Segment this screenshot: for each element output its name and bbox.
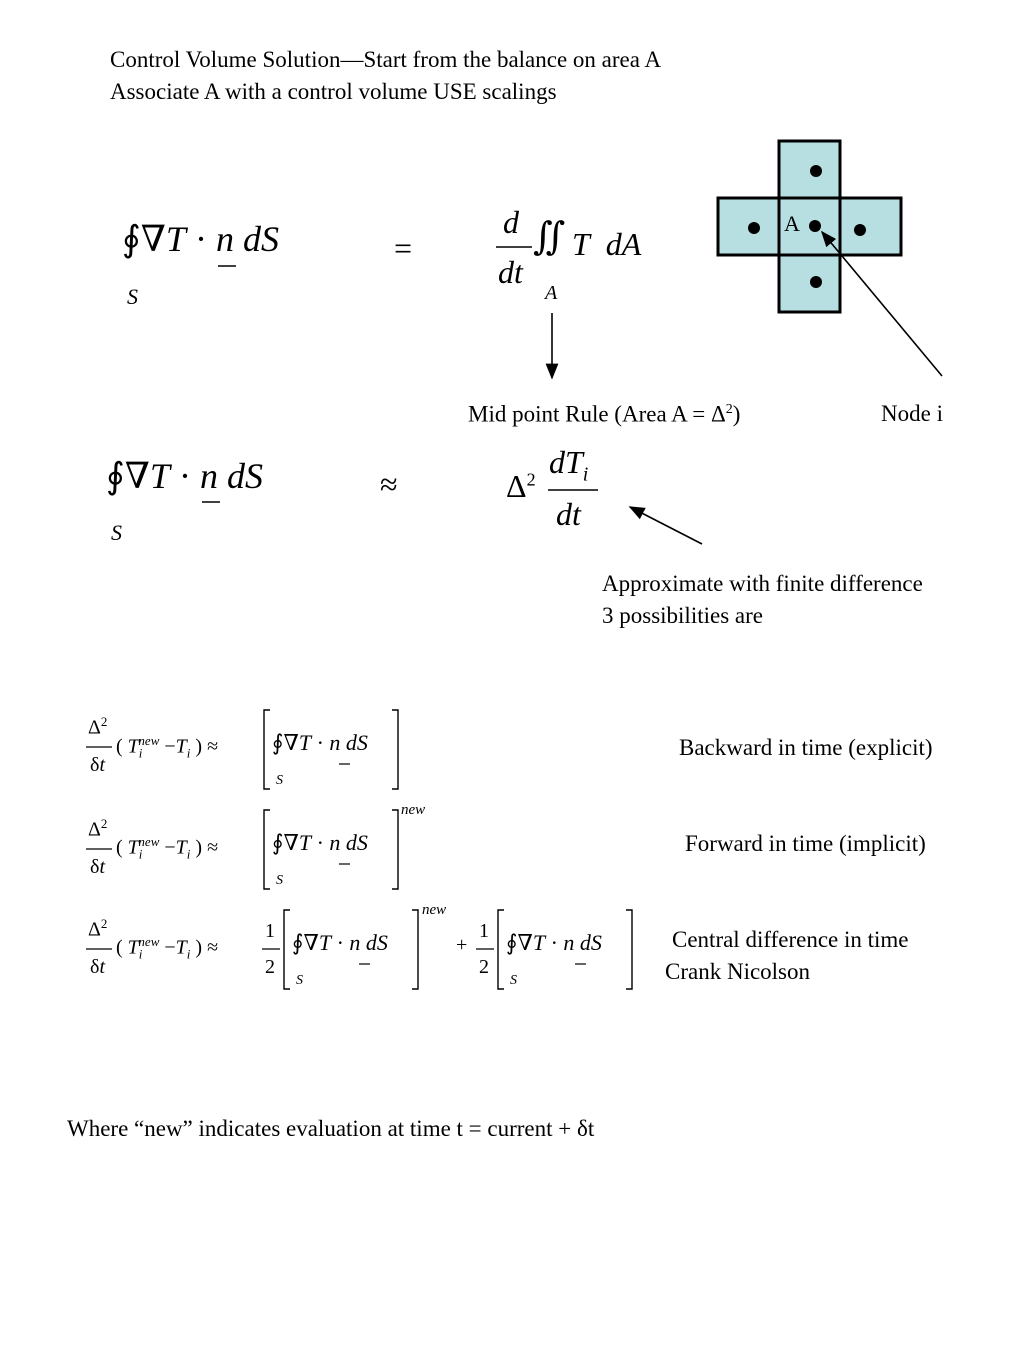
node-label: Node i [881, 401, 943, 426]
eq2-dTi: $dT_i$ [549, 444, 589, 486]
scheme-cn-label-2: Crank Nicolson [665, 959, 811, 984]
eq2-dt: dt [556, 496, 581, 532]
intro-line-2: Associate A with a control volume USE scalings [110, 79, 557, 104]
bracket-left [264, 710, 270, 789]
eq1-rhs-sub: A [545, 282, 558, 304]
approx-note-line-1: Approximate with finite difference [602, 571, 923, 596]
scheme-cn-sup: new [422, 902, 447, 918]
eq2-lhs: ∮∇T · n dS [106, 456, 263, 496]
grid-cell-right [840, 198, 901, 255]
eq1-double-integral: ∬ [533, 216, 566, 258]
eq1-dt: dt [498, 254, 523, 290]
eq1-lhs-sub: S [127, 284, 138, 309]
scheme-backward-label: Backward in time (explicit) [679, 735, 933, 760]
intro-line-1: Control Volume Solution—Start from the balance on area A [110, 47, 662, 72]
eq2-lhs-sub: S [111, 520, 122, 545]
eq1-lhs: ∮∇T · n dS [122, 219, 279, 259]
midpoint-label: Mid point Rule (Area $A = \Delta^2$) [468, 401, 741, 427]
node-top-dot [810, 165, 822, 177]
eq1-d: d [503, 204, 519, 240]
bracket-right [392, 710, 398, 789]
scheme-forward-label: Forward in time (implicit) [685, 831, 926, 856]
eq1-integrand: T dA [572, 226, 642, 262]
eq2-relation: ≈ [380, 466, 398, 502]
approx-note-line-2: 3 possibilities are [602, 603, 763, 628]
footer-note: Where “new” indicates evaluation at time t = current + δt [67, 1116, 595, 1141]
scheme-forward-sup: new [401, 802, 426, 818]
grid-cell-bottom [779, 255, 840, 312]
node-center-dot [809, 220, 821, 232]
approx-arrow [630, 507, 702, 544]
node-left-dot [748, 222, 760, 234]
control-volume-grid [718, 141, 901, 312]
eq2-delta-sq: $\Delta^2$ [506, 468, 536, 504]
grid-cell-top [779, 141, 840, 198]
eq1-relation: = [394, 230, 413, 266]
scheme-cn-label-1: Central difference in time [672, 927, 909, 952]
node-right-dot [854, 224, 866, 236]
node-bottom-dot [810, 276, 822, 288]
grid-center-label: A [784, 211, 800, 236]
